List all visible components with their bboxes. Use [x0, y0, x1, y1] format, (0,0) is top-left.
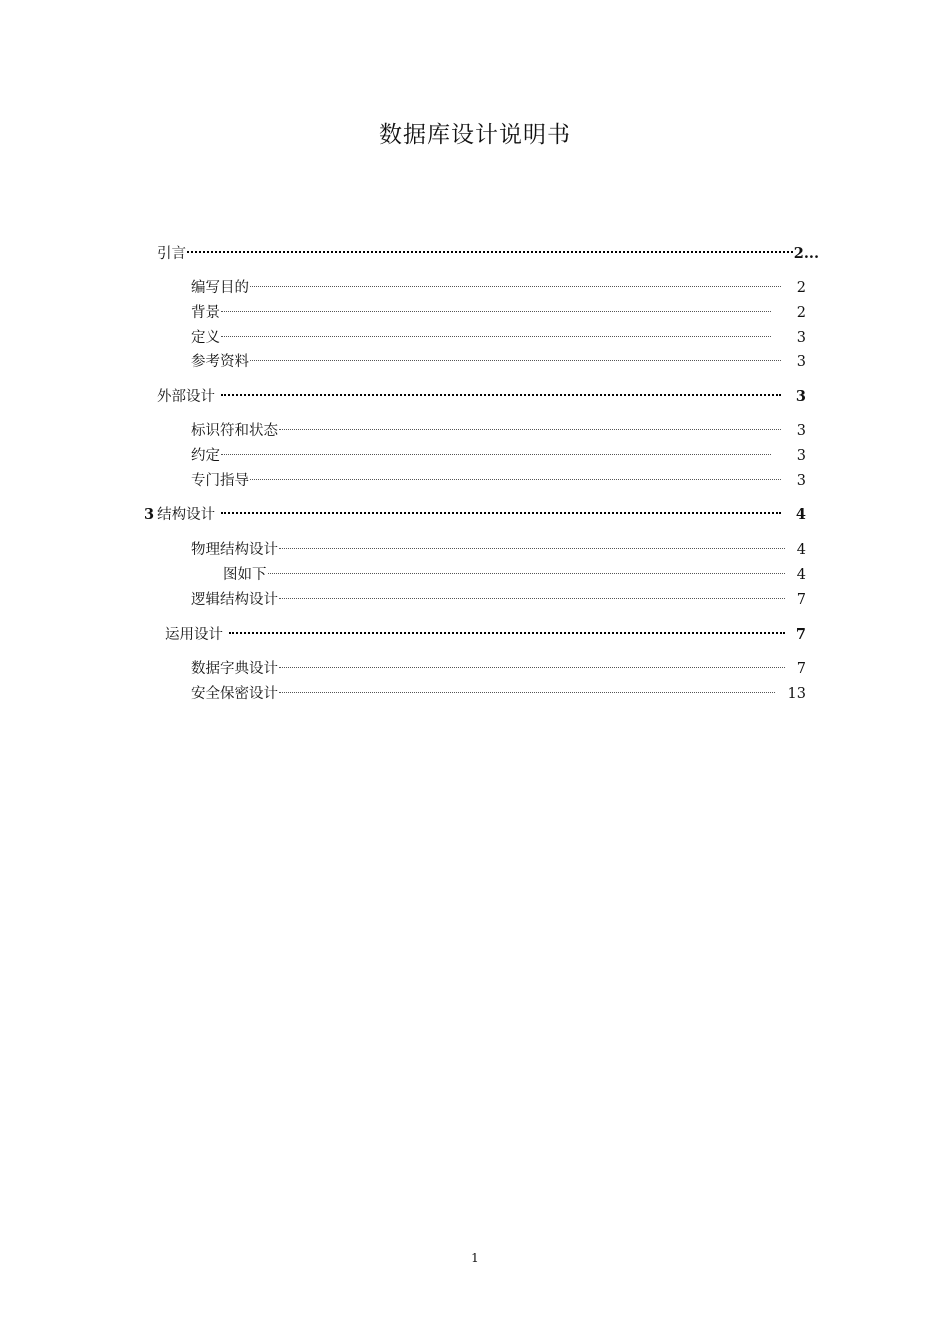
toc-entry-figure[interactable] — [223, 559, 806, 583]
toc-label: 引言 — [157, 246, 186, 262]
toc-leader — [187, 238, 793, 258]
toc-page-number: 3 — [796, 423, 806, 439]
toc-label: 逻辑结构设计 — [191, 592, 278, 608]
toc-page-number: 7 — [796, 592, 806, 608]
toc-page-number: 13 — [787, 686, 806, 702]
toc-leader — [221, 297, 771, 317]
toc-leader — [279, 584, 785, 604]
toc-leader — [229, 619, 785, 639]
toc-section-number: 3 — [144, 506, 155, 523]
toc-entry-security[interactable] — [191, 678, 806, 702]
toc-page-number: 7 — [795, 626, 806, 643]
toc-label: 图如下 — [223, 567, 267, 583]
toc-leader — [279, 415, 781, 435]
toc-page-number: 3 — [796, 473, 806, 489]
toc-entry-guidance[interactable] — [191, 465, 806, 489]
toc-entry-external-design[interactable] — [157, 381, 806, 405]
toc-entry-structure-design[interactable] — [144, 499, 806, 523]
toc-entry-operation-design[interactable] — [165, 619, 806, 643]
toc-page-number: 3 — [796, 448, 806, 464]
toc-page-number: 4 — [795, 506, 806, 523]
toc-page-number: 3 — [795, 388, 806, 405]
toc-leader — [279, 534, 785, 554]
toc-leader — [250, 272, 781, 292]
toc-label: 编写目的 — [191, 280, 249, 296]
toc-leader — [250, 465, 781, 485]
toc-label: 参考资料 — [191, 354, 249, 370]
toc-entry-data-dictionary[interactable] — [191, 653, 806, 677]
toc-page-number: 4 — [796, 542, 806, 558]
toc-page-number: 2 — [796, 305, 806, 321]
toc-label: 结构设计 — [157, 507, 216, 523]
toc-entry-identifiers[interactable] — [191, 415, 806, 439]
toc-leader — [221, 440, 771, 460]
toc-leader — [268, 559, 786, 579]
toc-page-number: 3 — [796, 330, 806, 346]
toc-label: 定义 — [191, 330, 220, 346]
toc-leader — [279, 678, 775, 698]
toc-entry-references[interactable] — [191, 346, 806, 370]
toc-leader — [221, 322, 771, 342]
toc-leader — [279, 653, 785, 673]
toc-label: 物理结构设计 — [191, 542, 278, 558]
toc-label: 运用设计 — [165, 627, 223, 643]
toc-leader — [221, 499, 781, 519]
toc-page-number: 2... — [793, 245, 819, 262]
toc-entry-conventions[interactable] — [191, 440, 806, 464]
toc-label: 外部设计 — [157, 389, 215, 405]
toc-leader — [250, 346, 781, 366]
page-title: 数据库设计说明书 — [379, 122, 571, 148]
page-footer-number: 1 — [471, 1251, 479, 1265]
toc-entry-purpose[interactable] — [191, 272, 806, 296]
toc-page-number: 3 — [796, 354, 806, 370]
toc-entry-introduction[interactable] — [157, 238, 819, 262]
toc-label: 专门指导 — [191, 473, 249, 489]
toc-page-number: 7 — [796, 661, 806, 677]
toc-entry-physical-structure[interactable] — [191, 534, 806, 558]
toc-entry-background[interactable] — [191, 297, 806, 321]
toc-label: 标识符和状态 — [191, 423, 278, 439]
toc-leader — [221, 381, 781, 401]
toc-page-number: 2 — [796, 280, 806, 296]
toc-entry-definitions[interactable] — [191, 322, 806, 346]
toc-page-number: 4 — [796, 567, 806, 583]
toc-label: 背景 — [191, 305, 220, 321]
toc-label: 数据字典设计 — [191, 661, 278, 677]
toc-entry-logical-structure[interactable] — [191, 584, 806, 608]
toc-label: 约定 — [191, 448, 220, 464]
toc-label: 安全保密设计 — [191, 686, 278, 702]
